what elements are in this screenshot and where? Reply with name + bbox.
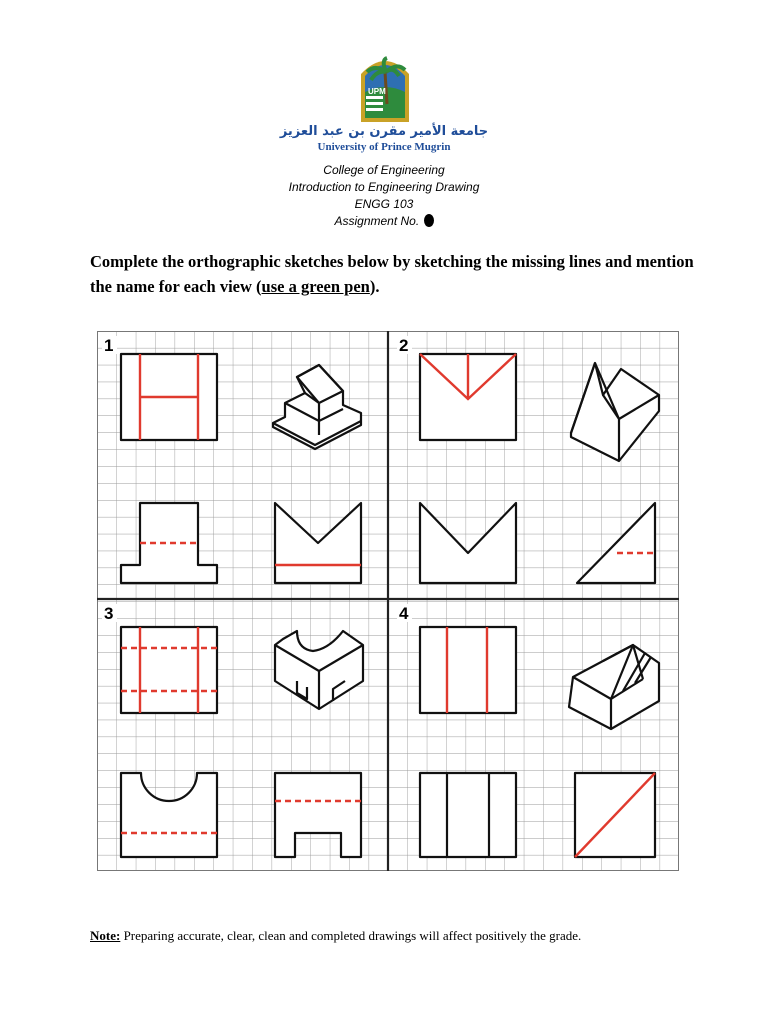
exercise-label-3 — [102, 604, 117, 623]
exercise-number-2: 2 — [399, 336, 409, 355]
instructions-text-1: Complete the orthographic sketches below by sketching the missing lines and mention the name for each view ( — [90, 252, 694, 296]
ex4-front-view — [420, 773, 516, 857]
university-name-arabic: جامعة الأمير مقرن بن عبد العزيز — [279, 124, 489, 139]
instructions-text-2: ). — [369, 277, 380, 296]
university-name-english: University of Prince Mugrin — [317, 141, 451, 153]
ex3-top-view — [121, 627, 217, 713]
note-text: Preparing accurate, clear, clean and completed drawings will affect positively the grade. — [120, 928, 582, 943]
note — [90, 928, 581, 944]
exercise-label-4 — [397, 604, 412, 623]
exercise-label-2 — [397, 336, 412, 355]
ink-blot — [424, 214, 434, 227]
college-name: College of Engineering — [323, 163, 445, 177]
exercise-number-4: 4 — [399, 604, 409, 623]
note-label: Note: — [90, 928, 121, 943]
assignment-line — [0, 214, 768, 228]
exercise-number-3: 3 — [104, 604, 114, 623]
ex4-top-view — [420, 627, 516, 713]
exercise-label-1 — [102, 336, 117, 355]
university-logo — [357, 52, 413, 124]
drawing-sheet — [97, 331, 679, 871]
instructions — [90, 249, 700, 299]
course-title: Introduction to Engineering Drawing — [288, 180, 480, 194]
pen-instruction: use a green pen — [261, 277, 370, 296]
assignment-label: Assignment No. — [334, 214, 420, 228]
course-code: ENGG 103 — [354, 197, 414, 211]
logo-text: UPM — [368, 87, 386, 96]
exercise-number-1: 1 — [104, 336, 114, 355]
